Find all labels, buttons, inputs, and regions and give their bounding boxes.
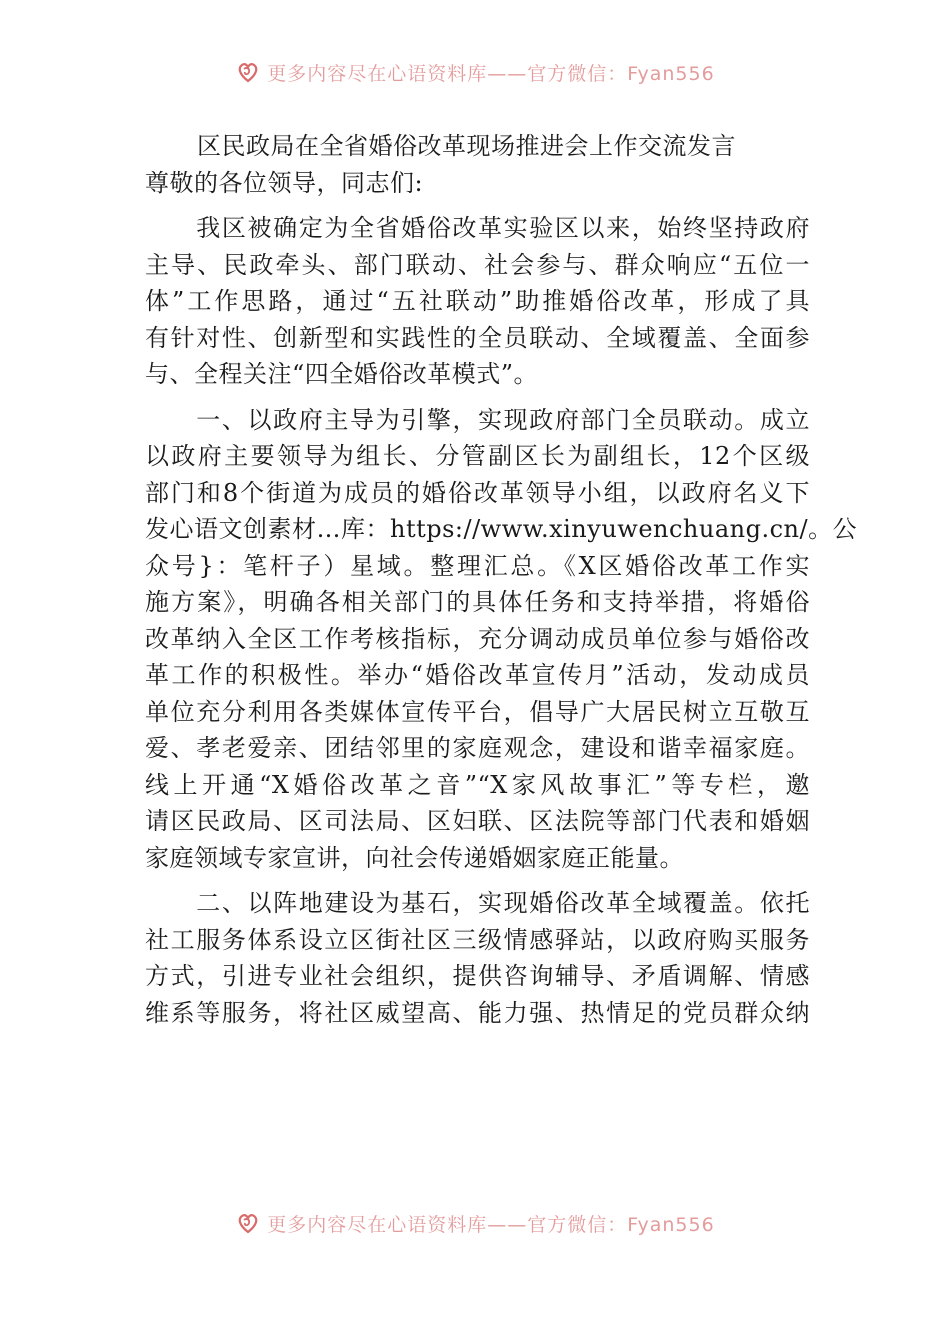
paragraph-line: 爱、孝老爱亲、团结邻里的家庭观念，建设和谐幸福家庭。: [145, 734, 810, 762]
paragraph-line: 施方案》，明确各相关部门的具体任务和支持举措，将婚俗: [145, 588, 810, 616]
paragraph-line: 二、以阵地建设为基石，实现婚俗改革全域覆盖。依托: [145, 889, 810, 917]
paragraph-line: 与、全程关注“四全婚俗改革模式”。: [145, 360, 539, 388]
paragraph-line: 改革纳入全区工作考核指标，充分调动成员单位参与婚俗改: [145, 624, 810, 653]
watermark-text: 更多内容尽在心语资料库——官方微信：Fyan556: [267, 1213, 715, 1236]
paragraph-2: [145, 402, 858, 877]
watermark-inner: [235, 1210, 714, 1237]
paragraph-line: 有针对性、创新型和实践性的全员联动、全域覆盖、全面参: [145, 323, 810, 352]
paragraph-line: 维系等服务，将社区威望高、能力强、热情足的党员群众纳: [145, 998, 810, 1027]
paragraph-line: 请区民政局、区司法局、区妇联、区法院等部门代表和婚姻: [145, 807, 810, 835]
paragraph-line: 众号}：笔杆子）星域。整理汇总。《X区婚俗改革工作实: [145, 551, 810, 580]
heart-swirl-logo-icon: [235, 1210, 261, 1236]
heart-swirl-logo-icon: [235, 59, 261, 85]
paragraph-line: 单位充分利用各类媒体宣传平台，倡导广大居民树立互敬互: [145, 697, 810, 726]
salutation: 尊敬的各位领导，同志们:: [145, 168, 424, 197]
paragraph-line: 一、以政府主导为引擎，实现政府部门全员联动。成立: [145, 405, 810, 434]
document-title: 区民政局在全省婚俗改革现场推进会上作交流发言: [197, 132, 736, 160]
watermark-banner-bottom: [0, 1203, 950, 1243]
paragraph-line: 方式，引进专业社会组织，提供咨询辅导、矛盾调解、情感: [145, 962, 810, 990]
paragraph-line: 我区被确定为全省婚俗改革实验区以来，始终坚持政府: [145, 214, 810, 242]
paragraph-line: 体”工作思路，通过“五社联动”助推婚俗改革，形成了具: [145, 287, 810, 315]
paragraph-3: [145, 885, 810, 1031]
paragraph-line: 部门和8个街道为成员的婚俗改革领导小组，以政府名义下: [145, 478, 810, 507]
document-body: [145, 128, 858, 1031]
paragraph-line: 线上开通“X婚俗改革之音”“X家风故事汇”等专栏，邀: [145, 770, 810, 799]
paragraph-line: 社工服务体系设立区街社区三级情感驿站，以政府购买服务: [145, 925, 810, 954]
watermark-text: 更多内容尽在心语资料库——官方微信：Fyan556: [267, 62, 715, 85]
watermark-inner: [235, 59, 714, 86]
paragraph-1: [145, 210, 810, 393]
paragraph-line: 主导、民政牵头、部门联动、社会参与、群众响应“五位一: [145, 250, 810, 279]
paragraph-line: 以政府主要领导为组长、分管副区长为副组长，12个区级: [145, 442, 810, 470]
watermark-banner-top: [0, 52, 950, 92]
paragraph-line: 家庭领域专家宣讲，向社会传递婚姻家庭正能量。: [145, 843, 684, 872]
paragraph-line: 革工作的积极性。举办“婚俗改革宣传月”活动，发动成员: [145, 661, 810, 689]
paragraph-line: 发心语文创素材…库：https://www.xinyuwenchuang.cn/。公: [145, 515, 858, 543]
